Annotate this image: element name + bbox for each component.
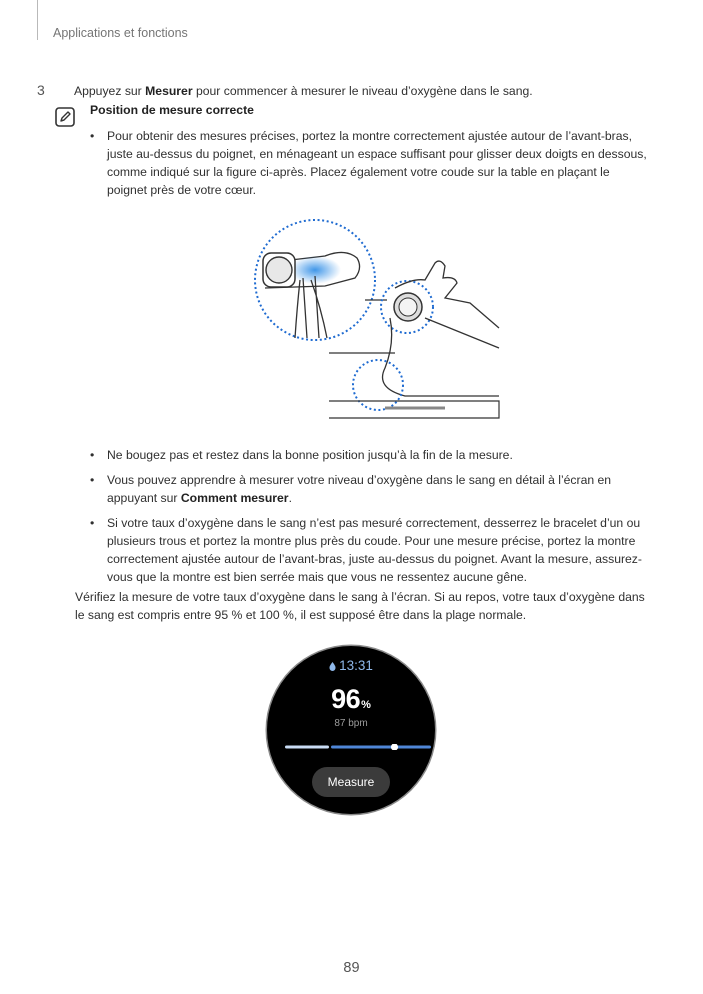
- how-to-measure-keyword: Comment mesurer: [180, 491, 289, 505]
- note-bullets-top: [90, 127, 650, 206]
- note-title: Position de mesure correcte: [90, 103, 254, 117]
- oxygen-number: 96: [331, 684, 361, 714]
- note-bullets-bottom: [90, 446, 650, 593]
- range-knob: [391, 744, 398, 750]
- page-number: 89: [343, 960, 360, 976]
- section-header: Applications et fonctions: [53, 26, 188, 40]
- step-text-after: pour commencer à mesurer le niveau d’oxygène dans le sang.: [192, 84, 533, 98]
- blood-drop-icon: [329, 662, 336, 671]
- watch-time-row: [267, 658, 435, 673]
- oxygen-value: [267, 684, 435, 715]
- wrist-position-illustration: [245, 218, 500, 423]
- measure-keyword: Mesurer: [145, 84, 193, 98]
- step-number: 3: [37, 82, 45, 98]
- bullet-3-end: .: [288, 491, 292, 505]
- normal-range-paragraph: Vérifiez la mesure de votre taux d’oxygène dans le sang à l’écran. Si au repos, votre taux d’oxygène dans le sang est compris entre 95 % et 100 %, il est supposé être dans la plage normale.: [75, 590, 645, 622]
- oxygen-unit: %: [361, 699, 371, 711]
- side-rule: [37, 0, 38, 40]
- watch-screen: [267, 646, 435, 814]
- step-text: [74, 82, 664, 100]
- list-item: • Ne bougez pas et restez dans la bonne position jusqu’à la fin de la mesure.: [90, 446, 650, 464]
- measure-button[interactable]: Measure: [312, 767, 390, 797]
- pencil-note-icon: [55, 107, 75, 127]
- heart-rate: 87 bpm: [334, 718, 368, 729]
- watch-time: 13:31: [339, 658, 373, 673]
- oxygen-range-bar: [285, 744, 431, 750]
- list-item: • Pour obtenir des mesures précises, portez la montre correctement ajustée autour de l’avant-bras, juste au-dessus du poignet, en ménageant un espace suffisant pour glisser deux doigts en dessous, comme indiqué sur la figure ci-après. Placez également votre coude sur la table en plaçant le poignet près de votre cœur.: [90, 127, 650, 199]
- list-item: [90, 471, 650, 507]
- list-item: • Si votre taux d’oxygène dans le sang n’est pas mesuré correctement, desserrez le bracelet d’un ou plusieurs trous et portez la montre plus près du coude. Pour une mesure précise, portez la montre correctement ajustée autour de l’avant-bras, juste au-dessus du poignet. Avant la mesure, assurez-vous que la montre est bien serrée mais que vous ne ressentez aucune gêne.: [90, 514, 650, 586]
- bullet-3-text: Vous pouvez apprendre à mesurer votre niveau d’oxygène dans le sang en détail à l’écran en appuyant sur: [107, 473, 612, 505]
- step-text-before: Appuyez sur: [74, 84, 146, 98]
